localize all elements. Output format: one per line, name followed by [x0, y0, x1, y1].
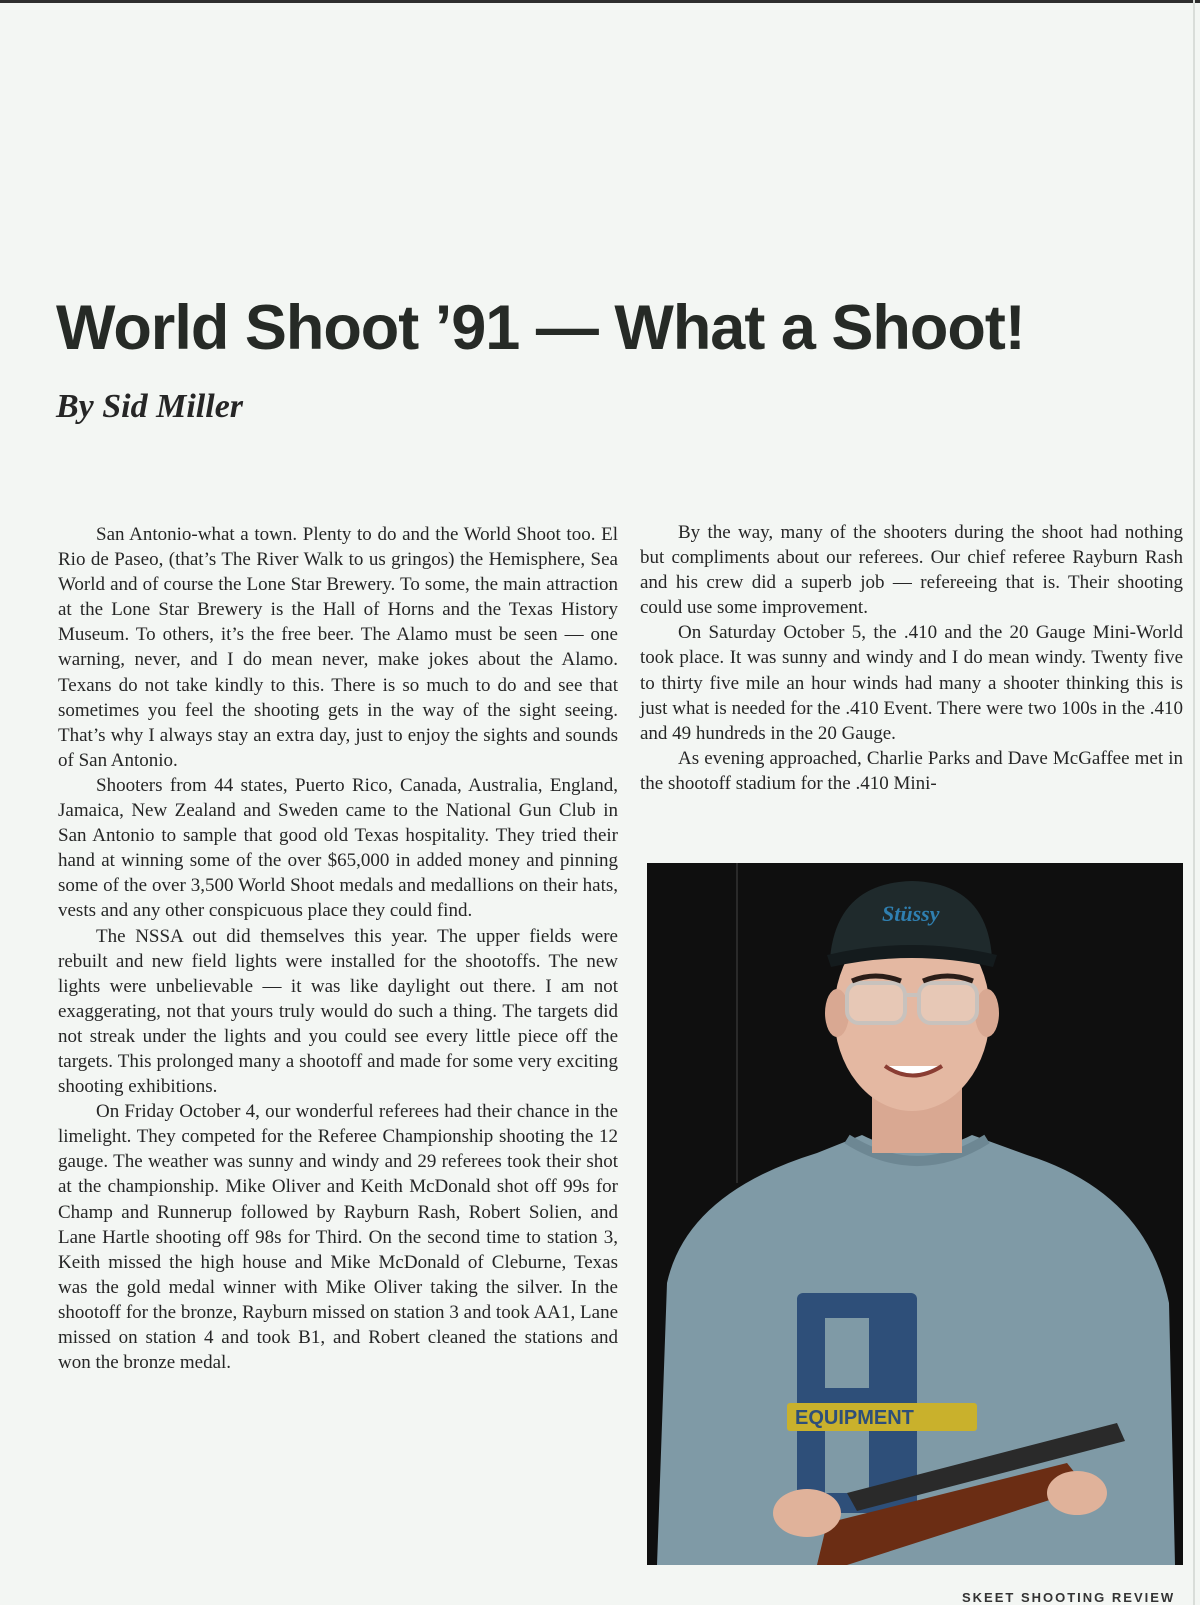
left-paragraph-1: San Antonio-what a town. Plenty to do and the World Shoot too. El Rio de Paseo, (that’s The River Walk to us gringos) the Hemisphere, Sea World and of course the Lone Star Brewery. To some, the main attraction at the Lone Star Brewery is the Hall of Horns and the Texas History Museum. To others, it’s the free beer. The Alamo must be seen — one warning, never, and I do mean never, make jokes about the Alamo. Texans do not take kindly to this. There is so much to do and see that sometimes you feel the shooting gets in the way of the sight seeing. That’s why I always stay an extra day, just to enjoy the sights and sounds of San Antonio. [58, 524, 618, 771]
left-paragraph-2: Shooters from 44 states, Puerto Rico, Canada, Australia, England, Jamaica, New Zealand and Sweden came to the National Gun Club in San Antonio to sample that good old Texas hospitality. They tried their hand at winning some of the over $65,000 in added money and pinning some of the over 3,500 World Shoot medals and medallions on their hats, vests and any other conspicuous place they could find. [58, 774, 618, 922]
cap-logo: Stüssy [882, 901, 940, 926]
right-paragraph-2: On Saturday October 5, the .410 and the 20 Gauge Mini-World took place. It was sunny and windy and I do mean windy. Twenty five to thirty five mile an hour winds had many a shooter thinking this is just what is needed for the .410 Event. There were two 100s in the .410 and 49 hundreds in the 20 Gauge. [640, 622, 1183, 744]
shooter-photo [647, 863, 1183, 1565]
running-title: SKEET SHOOTING REVIEW [962, 1590, 1176, 1605]
right-paragraph-3: As evening approached, Charlie Parks and Dave McGaffee met in the shootoff stadium for the .410 Mini- [640, 747, 1183, 794]
article-byline: By Sid Miller [56, 388, 244, 425]
shooter-photo-illustration [647, 863, 1183, 1565]
article-title: World Shoot ’91 — What a Shoot! [56, 293, 1025, 363]
left-column [58, 522, 618, 1375]
left-paragraph-4: On Friday October 4, our wonderful referees had their chance in the limelight. They competed for the Referee Championship shooting the 12 gauge. The weather was sunny and windy and 29 referees took their shot at the championship. Mike Oliver and Keith McDonald shot off 99s for Champ and Runnerup followed by Rayburn Rash, Robert Solien, and Lane Hartle shooting off 98s for Third. On the second time to station 3, Keith missed the high house and Mike McDonald of Cleburne, Texas was the gold medal winner with Mike Oliver taking the silver. In the shootoff for the bronze, Rayburn missed on station 3 and took AA1, Lane missed on station 4 and took B1, and Robert cleaned the stations and won the bronze medal. [58, 1101, 618, 1374]
left-paragraph-3: The NSSA out did themselves this year. The upper fields were rebuilt and new field lights were installed for the shootoffs. The new lights were unbelievable — it was like daylight out there. I am not exaggerating, not that yours truly would do such a thing. The targets did not streak under the lights and you could see every little piece off the targets. This prolonged many a shootoff and made for some very exciting shooting exhibitions. [58, 925, 618, 1098]
top-rule [0, 0, 1200, 3]
right-paragraph-1: By the way, many of the shooters during the shoot had nothing but compliments about our referees. Our chief referee Rayburn Rash and his crew did a superb job — refereeing that is. Their shooting could use some improvement. [640, 522, 1183, 619]
page-edge-shadow [1193, 0, 1195, 1605]
shirt-text: EQUIPMENT [795, 1407, 914, 1429]
glasses [847, 983, 905, 1023]
right-column [640, 520, 1183, 796]
